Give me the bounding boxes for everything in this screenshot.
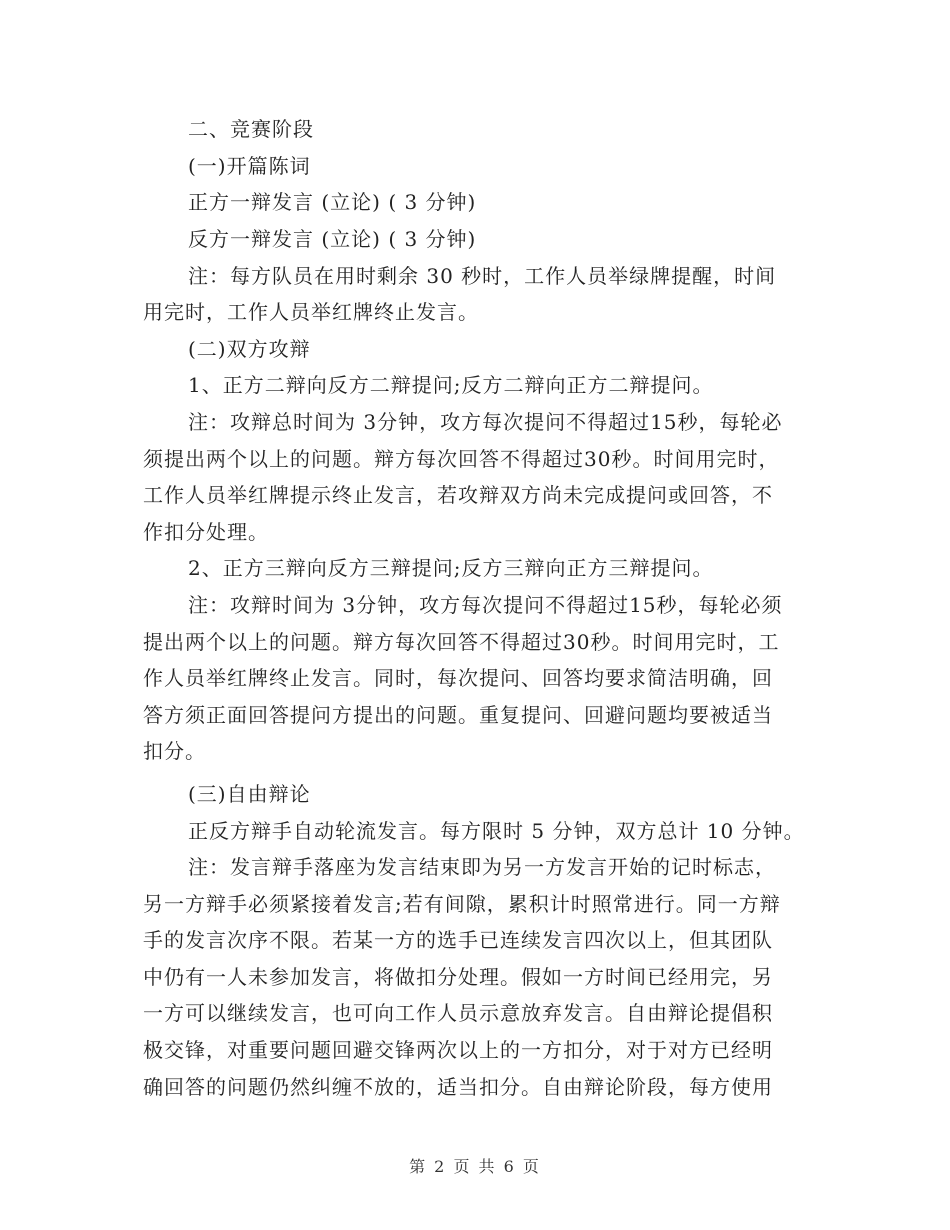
text-line: 工作人员举红牌提示终止发言，若攻辩双方尚未完成提问或回答，不 — [143, 483, 773, 507]
note-line: 注：每方队员在用时剩余 30 秒时，工作人员举绿牌提醒，时间 — [188, 264, 777, 288]
subsection-heading: (二)双方攻辩 — [188, 337, 311, 361]
text-line: 答方须正面回答提问方提出的问题。重复提问、回避问题均要被适当 — [143, 703, 773, 727]
subsection-heading: (一)开篇陈词 — [188, 154, 311, 178]
text-line: 须提出两个以上的问题。辩方每次回答不得超过30秒。时间用完时， — [143, 447, 780, 471]
text-line: 极交锋，对重要问题回避交锋两次以上的一方扣分，对于对方已经明 — [143, 1038, 773, 1062]
text-line: 2、正方三辩向反方三辩提问;反方三辩向正方三辩提问。 — [188, 556, 714, 580]
note-line: 注：发言辩手落座为发言结束即为另一方发言开始的记时标志， — [188, 855, 776, 879]
text-line: 反方一辩发言 (立论) ( 3 分钟) — [188, 227, 477, 251]
section-heading: 二、竞赛阶段 — [188, 117, 314, 141]
text-line: 扣分。 — [143, 739, 206, 763]
text-line: 用完时，工作人员举红牌终止发言。 — [143, 300, 479, 324]
text-line: 提出两个以上的问题。辩方每次回答不得超过30秒。时间用完时，工 — [143, 630, 780, 654]
text-line: 1、正方二辩向反方二辩提问;反方二辩向正方二辩提问。 — [188, 373, 714, 397]
subsection-heading: (三)自由辩论 — [188, 782, 311, 806]
text-line: 一方可以继续发言，也可向工作人员示意放弃发言。自由辩论提倡积 — [143, 1001, 773, 1025]
text-line: 中仍有一人未参加发言，将做扣分处理。假如一方时间已经用完，另 — [143, 965, 773, 989]
text-line: 正方一辩发言 (立论) ( 3 分钟) — [188, 190, 477, 214]
note-line: 注：攻辩总时间为 3分钟，攻方每次提问不得超过15秒，每轮必 — [188, 410, 783, 434]
text-line: 作扣分处理。 — [143, 520, 269, 544]
text-line: 确回答的问题仍然纠缠不放的，适当扣分。自由辩论阶段，每方使用 — [143, 1075, 773, 1099]
text-line: 手的发言次序不限。若某一方的选手已连续发言四次以上，但其团队 — [143, 928, 773, 952]
text-line: 另一方辩手必须紧接着发言;若有间隙，累积计时照常进行。同一方辩 — [143, 892, 781, 916]
text-line: 作人员举红牌终止发言。同时，每次提问、回答均要求简洁明确，回 — [143, 666, 773, 690]
note-line: 注：攻辩时间为 3分钟，攻方每次提问不得超过15秒，每轮必须 — [188, 593, 783, 617]
text-line: 正反方辩手自动轮流发言。每方限时 5 分钟，双方总计 10 分钟。 — [188, 819, 805, 843]
page-number: 第 2 页 共 6 页 — [409, 1157, 541, 1176]
